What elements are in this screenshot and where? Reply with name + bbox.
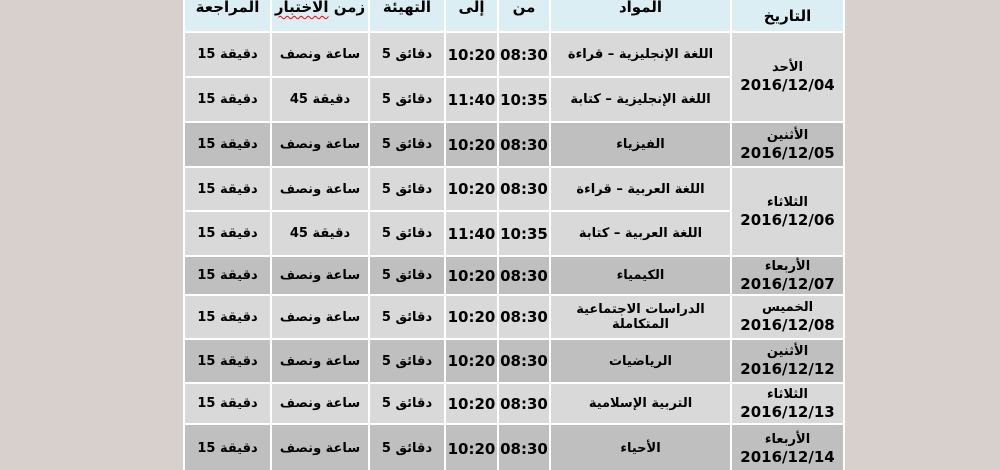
cell-date <box>731 32 844 122</box>
cell-review: 15 دقيقة <box>184 383 271 424</box>
cell-subject: الفيزياء <box>550 122 731 167</box>
date-value: 2016/12/06 <box>740 210 835 229</box>
cell-date <box>731 256 844 295</box>
cell-from: 08:30 <box>498 424 550 470</box>
cell-subject: الأحياء <box>550 424 731 470</box>
cell-exam-time: ساعة ونصف <box>271 32 369 77</box>
table-row <box>184 167 844 211</box>
cell-date <box>731 295 844 339</box>
cell-review: 15 دقيقة <box>184 256 271 295</box>
cell-prep: 5 دقائق <box>369 167 445 211</box>
cell-prep: 5 دقائق <box>369 295 445 339</box>
cell-review: 15 دقيقة <box>184 211 271 256</box>
day-name: الخميس <box>761 300 814 315</box>
cell-from: 08:30 <box>498 339 550 383</box>
cell-prep: 5 دقائق <box>369 339 445 383</box>
header-exam-time <box>271 0 369 32</box>
cell-prep: 5 دقائق <box>369 77 445 122</box>
cell-to: 10:20 <box>445 383 498 424</box>
exam-time-word: زمن <box>333 0 366 16</box>
table-row <box>184 256 844 295</box>
table-row <box>184 122 844 167</box>
cell-review: 15 دقيقة <box>184 167 271 211</box>
day-name: الأربعاء <box>764 431 811 447</box>
cell-to: 10:20 <box>445 32 498 77</box>
table-row <box>184 339 844 383</box>
date-value: 2016/12/07 <box>740 274 835 293</box>
cell-prep: 5 دقائق <box>369 211 445 256</box>
cell-prep: 5 دقائق <box>369 424 445 470</box>
cell-to: 11:40 <box>445 211 498 256</box>
cell-subject: الكيمياء <box>550 256 731 295</box>
cell-from: 08:30 <box>498 167 550 211</box>
cell-exam-time: ساعة ونصف <box>271 383 369 424</box>
cell-review: 15 دقيقة <box>184 295 271 339</box>
cell-from: 08:30 <box>498 256 550 295</box>
cell-exam-time: ساعة ونصف <box>271 295 369 339</box>
day-name: الثلاثاء <box>767 194 808 210</box>
cell-from: 10:35 <box>498 211 550 256</box>
header-row <box>184 0 844 32</box>
cell-exam-time: ساعة ونصف <box>271 122 369 167</box>
header-from: من <box>498 0 550 32</box>
cell-to: 10:20 <box>445 424 498 470</box>
cell-review: 15 دقيقة <box>184 339 271 383</box>
cell-exam-time: ساعة ونصف <box>271 339 369 383</box>
cell-to: 10:20 <box>445 256 498 295</box>
date-value: 2016/12/13 <box>740 402 835 421</box>
cell-subject: الرياضيات <box>550 339 731 383</box>
cell-from: 08:30 <box>498 122 550 167</box>
cell-to: 10:20 <box>445 339 498 383</box>
cell-subject: الدراسات الاجتماعية المتكاملة <box>550 295 731 339</box>
date-value: 2016/12/04 <box>740 76 835 94</box>
cell-review: 15 دقيقة <box>184 32 271 77</box>
header-date: التاريخ <box>731 0 844 32</box>
exam-time-word-spellcheck: الاختبار <box>274 0 329 16</box>
cell-prep: 5 دقائق <box>369 122 445 167</box>
cell-from: 08:30 <box>498 32 550 77</box>
cell-subject: اللغة الإنجليزية – كتابة <box>550 77 731 122</box>
cell-prep: 5 دقائق <box>369 32 445 77</box>
day-name: الأحد <box>771 60 803 75</box>
cell-from: 08:30 <box>498 383 550 424</box>
header-subject: المواد <box>550 0 731 32</box>
table-row <box>184 32 844 77</box>
date-value: 2016/12/05 <box>740 143 835 162</box>
day-name: الأثنين <box>766 344 809 359</box>
cell-from: 08:30 <box>498 295 550 339</box>
header-review: المراجعة <box>184 0 271 32</box>
cell-review: 15 دقيقة <box>184 122 271 167</box>
cell-prep: 5 دقائق <box>369 383 445 424</box>
cell-to: 10:20 <box>445 167 498 211</box>
cell-exam-time: 45 دقيقة <box>271 77 369 122</box>
date-value: 2016/12/14 <box>740 447 835 466</box>
table-row <box>184 295 844 339</box>
cell-date <box>731 122 844 167</box>
cell-date <box>731 339 844 383</box>
header-to: إلى <box>445 0 498 32</box>
cell-date <box>731 424 844 470</box>
cell-from: 10:35 <box>498 77 550 122</box>
cell-to: 10:20 <box>445 122 498 167</box>
cell-review: 15 دقيقة <box>184 77 271 122</box>
cell-to: 10:20 <box>445 295 498 339</box>
cell-exam-time: ساعة ونصف <box>271 256 369 295</box>
cell-subject: اللغة العربية – قراءة <box>550 167 731 211</box>
table-row <box>184 424 844 470</box>
cell-to: 11:40 <box>445 77 498 122</box>
cell-date <box>731 383 844 424</box>
cell-subject: اللغة العربية – كتابة <box>550 211 731 256</box>
cell-exam-time: ساعة ونصف <box>271 424 369 470</box>
cell-subject: التربية الإسلامية <box>550 383 731 424</box>
day-name: الثلاثاء <box>767 386 808 402</box>
cell-subject: اللغة الإنجليزية – قراءة <box>550 32 731 77</box>
cell-prep: 5 دقائق <box>369 256 445 295</box>
cell-exam-time: ساعة ونصف <box>271 167 369 211</box>
table-row <box>184 383 844 424</box>
date-value: 2016/12/08 <box>740 316 835 334</box>
cell-exam-time: 45 دقيقة <box>271 211 369 256</box>
header-prep: التهيئة <box>369 0 445 32</box>
cell-date <box>731 167 844 256</box>
date-value: 2016/12/12 <box>740 360 835 378</box>
exam-schedule-table <box>183 0 845 470</box>
day-name: الأربعاء <box>764 258 811 274</box>
cell-review: 15 دقيقة <box>184 424 271 470</box>
day-name: الأثنين <box>766 127 809 143</box>
